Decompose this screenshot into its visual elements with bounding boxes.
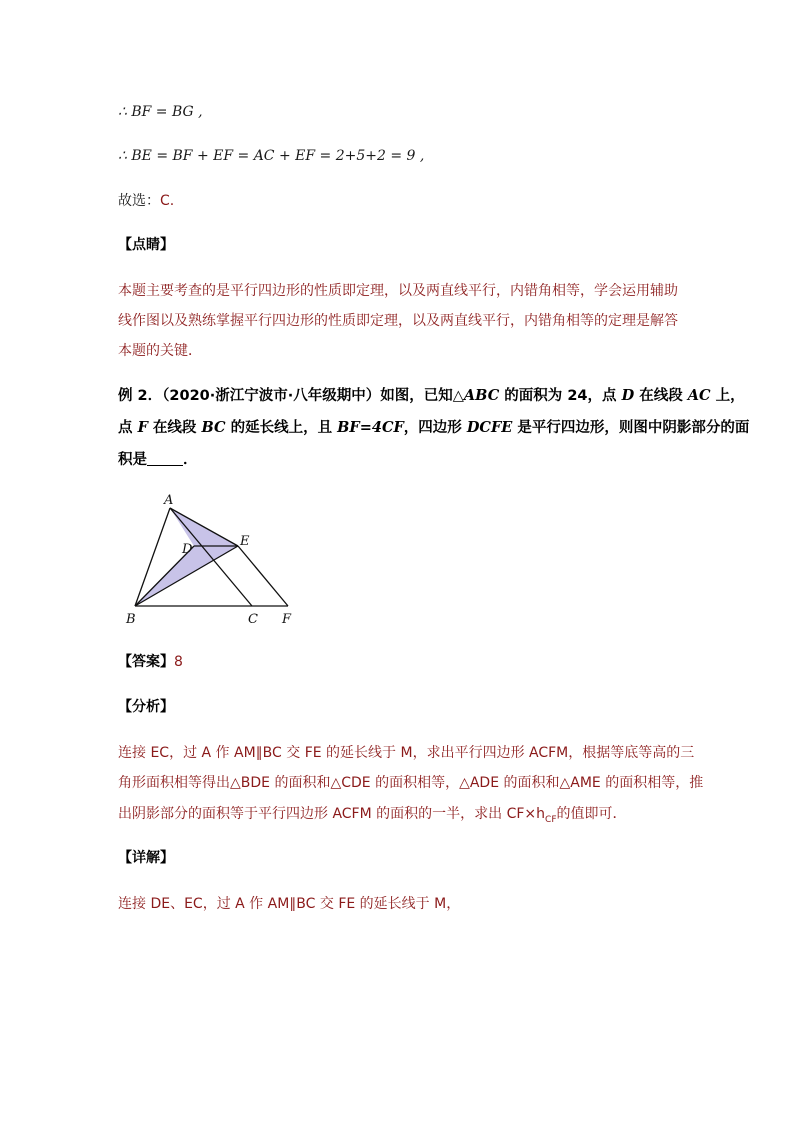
ex-math: D — [621, 387, 635, 404]
ex-text: 上， — [710, 388, 745, 404]
analysis-text-3 — [118, 804, 627, 830]
analysis-text-3a: 出阴影部分的面积等于平行四边形 ACFM 的面积的一半，求出 CF×h — [118, 806, 546, 822]
ex-text: ，四边形 — [403, 420, 467, 436]
choose-line — [118, 191, 174, 211]
example-line-2 — [118, 418, 749, 438]
geometry-figure — [110, 485, 310, 635]
ex-math: F — [137, 419, 148, 436]
choose-prefix: 故选： — [118, 193, 160, 209]
ex-math: ABC — [463, 387, 500, 404]
analysis-heading: 【分析】 — [118, 699, 174, 715]
answer-label: 【答案】 — [118, 654, 174, 670]
dianjing-text-2: 线作图以及熟练掌握平行四边形的性质即定理，以及两直线平行，内错角相等的定理是解答 — [118, 313, 678, 329]
ex-math: BC — [201, 419, 226, 436]
ex-text: 是平行四边形，则图中阴影部分的面 — [512, 420, 750, 436]
detail-heading: 【详解】 — [118, 850, 174, 866]
ex-text: 在线段 — [634, 388, 688, 404]
ex-text: 例 2．（2020·浙江宁波市·八年级期中）如图，已知△ — [118, 388, 464, 404]
detail-text-1: 连接 DE、EC，过 A 作 AM∥BC 交 FE 的延长线于 M， — [118, 896, 461, 912]
label-c: C — [248, 612, 258, 627]
answer-blank — [147, 451, 183, 466]
analysis-text-3b: 的值即可． — [556, 806, 627, 822]
label-b: B — [126, 612, 136, 627]
solution-line-be: ∴ BE = BF + EF = AC + EF = 2+5+2 = 9 , — [118, 148, 425, 164]
ex-text: 的延长线上，且 — [225, 420, 338, 436]
ex-text: ． — [183, 452, 198, 468]
ex-math: BF=4CF — [337, 419, 404, 436]
ex-text: 积是 — [118, 452, 147, 468]
choose-value: C. — [160, 193, 175, 209]
dianjing-heading: 【点睛】 — [118, 237, 174, 253]
solution-line-bf-bg: ∴ BF = BG , — [118, 104, 203, 120]
label-f: F — [282, 612, 292, 627]
dianjing-text-1: 本题主要考查的是平行四边形的性质即定理，以及两直线平行，内错角相等，学会运用辅助 — [118, 283, 678, 299]
label-d: D — [182, 542, 193, 557]
ex-math: AC — [687, 387, 711, 404]
answer-value: 8 — [174, 654, 183, 670]
ex-text: 在线段 — [147, 420, 202, 436]
example-line-3 — [118, 450, 198, 470]
ex-math: DCFE — [466, 419, 513, 436]
segment-ef — [238, 546, 288, 606]
analysis-subscript: CF — [545, 814, 557, 825]
analysis-text-2: 角形面积相等得出△BDE 的面积和△CDE 的面积相等，△ADE 的面积和△AME 的面积相等，推 — [118, 775, 704, 791]
dianjing-text-3: 本题的关键． — [118, 343, 202, 359]
analysis-text-1: 连接 EC，过 A 作 AM∥BC 交 FE 的延长线于 M，求出平行四边形 ACFM，根据等底等高的三 — [118, 745, 695, 761]
answer-line — [118, 652, 183, 672]
ex-text: 点 — [118, 420, 138, 436]
ex-text: 的面积为 24，点 — [499, 388, 622, 404]
example-line-1 — [118, 386, 745, 406]
label-e: E — [240, 534, 250, 549]
label-a: A — [164, 493, 174, 508]
